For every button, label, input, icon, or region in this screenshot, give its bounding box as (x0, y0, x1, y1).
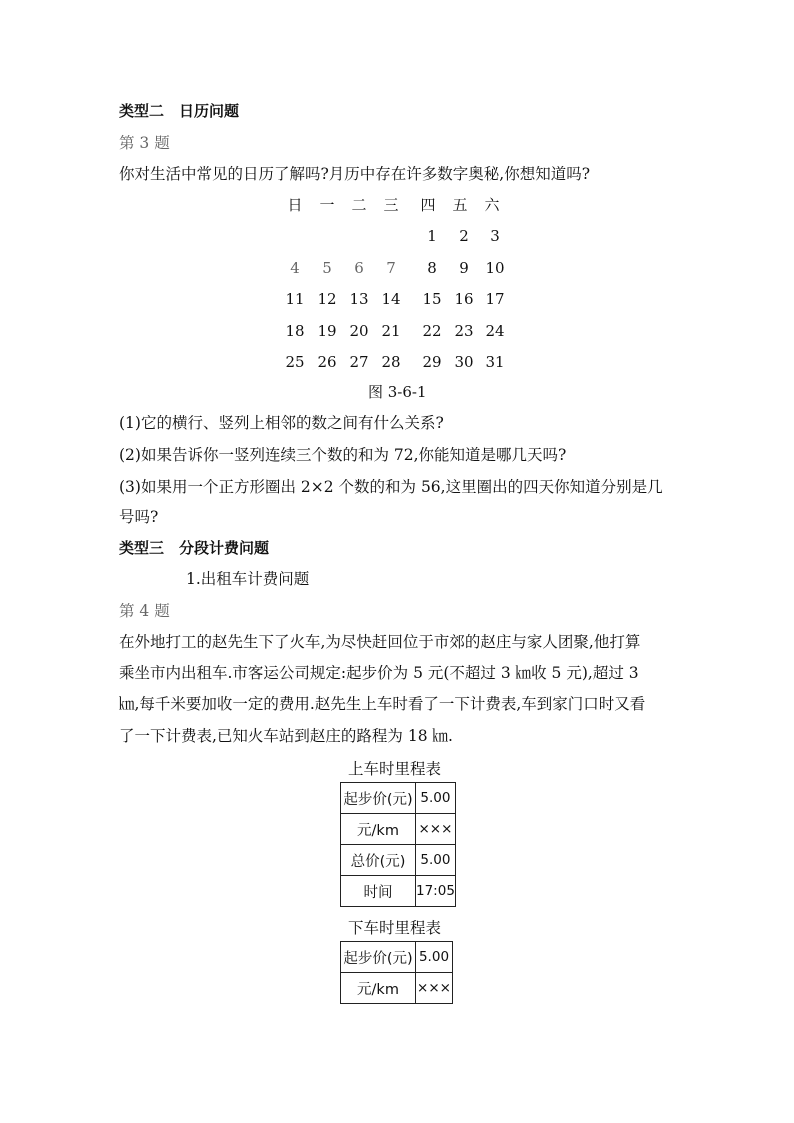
calendar-day: 8 (427, 258, 437, 277)
calendar-day: 20 (349, 321, 369, 340)
table-row (341, 942, 453, 973)
calendar-day: 2 (459, 227, 469, 245)
weekday-label: 二 (351, 196, 367, 214)
calendar-day: 13 (349, 290, 369, 308)
table-key: 时间 (341, 876, 416, 907)
section-heading-calendar: 类型二 日历问题 (119, 102, 240, 120)
calendar-day: 6 (354, 258, 364, 277)
calendar-day: 11 (285, 290, 305, 308)
weekday-label: 四 (420, 196, 436, 214)
table-row (341, 783, 456, 814)
paragraph-line: 了一下计费表,已知火车站到赵庄的路程为 18 ㎞. (119, 727, 453, 745)
table-value: 17:05 (416, 876, 456, 907)
table-value: ××× (416, 973, 453, 1004)
table-value: 5.00 (416, 845, 456, 876)
question-intro: 你对生活中常见的日历了解吗?月历中存在许多数字奥秘,你想知道吗? (119, 165, 591, 183)
calendar-day: 18 (285, 321, 305, 340)
question-part-1: (1)它的横行、竖列上相邻的数之间有什么关系? (119, 414, 444, 432)
calendar-day: 9 (459, 258, 469, 277)
table-key: 总价(元) (341, 845, 416, 876)
calendar-day: 27 (349, 353, 369, 371)
meter-table-boarding (340, 782, 456, 907)
table-value: 5.00 (416, 783, 456, 814)
paragraph-line: ㎞,每千米要加收一定的费用.赵先生上车时看了一下计费表,车到家门口时又看 (119, 695, 646, 713)
calendar-day: 16 (454, 290, 474, 308)
weekday-label: 三 (383, 196, 399, 214)
calendar-day: 26 (317, 353, 337, 371)
question-label-3: 第 3 题 (119, 134, 170, 152)
calendar-day: 12 (317, 290, 337, 308)
question-part-2: (2)如果告诉你一竖列连续三个数的和为 72,你能知道是哪几天吗? (119, 446, 567, 464)
table-title-alighting: 下车时里程表 (348, 919, 442, 937)
table-row (341, 814, 456, 845)
calendar-day: 22 (422, 321, 442, 340)
meter-table-alighting (340, 941, 453, 1004)
table-key: 起步价(元) (341, 783, 416, 814)
sub-heading-taxi: 1.出租车计费问题 (186, 570, 310, 588)
paragraph-line: 在外地打工的赵先生下了火车,为尽快赶回位于市郊的赵庄与家人团聚,他打算 (119, 633, 641, 651)
table-key: 元/km (341, 973, 416, 1004)
weekday-label: 日 (287, 196, 303, 214)
calendar-day: 23 (454, 321, 474, 340)
calendar-day: 14 (381, 290, 401, 308)
question-part-3-cont: 号吗? (119, 508, 159, 526)
calendar-day: 28 (381, 353, 401, 371)
calendar-day: 1 (427, 227, 437, 245)
paragraph-line: 乘坐市内出租车.市客运公司规定:起步价为 5 元(不超过 3 ㎞收 5 元),超过 3 (119, 664, 639, 682)
table-row (341, 973, 453, 1004)
table-value: 5.00 (416, 942, 453, 973)
calendar-day: 25 (285, 353, 305, 371)
table-row (341, 876, 456, 907)
table-title-boarding: 上车时里程表 (348, 760, 442, 778)
table-key: 起步价(元) (341, 942, 416, 973)
weekday-label: 五 (452, 196, 468, 214)
figure-caption: 图 3-6-1 (368, 383, 427, 401)
table-value: ××× (416, 814, 456, 845)
calendar-day: 31 (485, 353, 505, 371)
calendar-day: 15 (422, 290, 442, 308)
calendar-day: 29 (422, 353, 442, 371)
calendar-day: 19 (317, 321, 337, 340)
calendar-day: 7 (386, 258, 396, 277)
weekday-label: 六 (484, 196, 500, 214)
calendar-day: 24 (485, 321, 505, 340)
table-row (341, 845, 456, 876)
calendar-day: 5 (322, 258, 332, 277)
weekday-label: 一 (319, 196, 335, 214)
calendar-day: 21 (381, 321, 401, 340)
table-key: 元/km (341, 814, 416, 845)
calendar-day: 30 (454, 353, 474, 371)
calendar-day: 4 (290, 258, 300, 277)
calendar-day: 10 (485, 258, 505, 277)
section-heading-tiered: 类型三 分段计费问题 (119, 539, 270, 557)
question-label-4: 第 4 题 (119, 602, 170, 620)
calendar-day: 17 (485, 290, 505, 308)
calendar-day: 3 (490, 227, 500, 245)
question-part-3: (3)如果用一个正方形圈出 2×2 个数的和为 56,这里圈出的四天你知道分别是几 (119, 478, 663, 496)
